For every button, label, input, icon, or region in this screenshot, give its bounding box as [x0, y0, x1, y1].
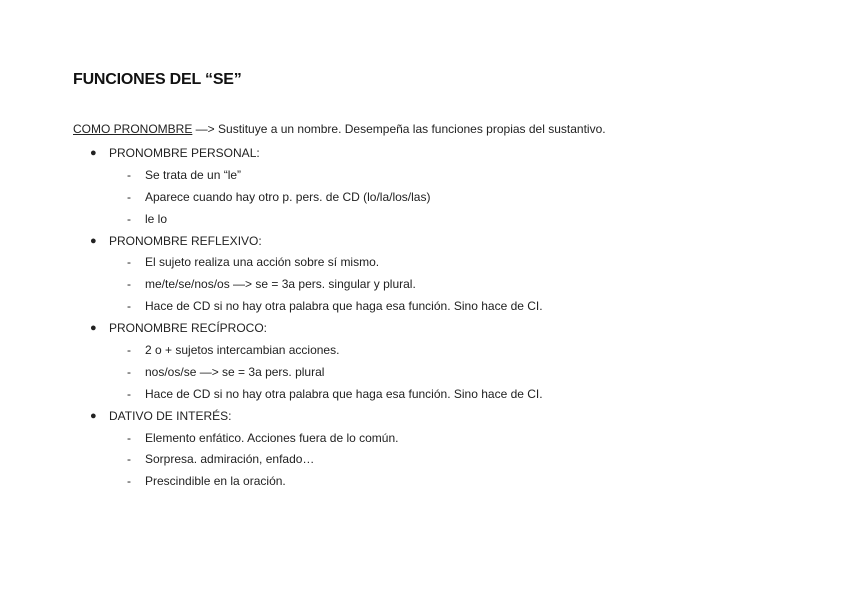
list-item	[0, 252, 848, 274]
intro-text: —> Sustituye a un nombre. Desempeña las funciones propias del sustantivo.	[192, 122, 606, 136]
section-heading	[0, 143, 848, 165]
list-item-text: El sujeto realiza una acción sobre sí mismo.	[145, 255, 380, 270]
bullet-marker: ●	[90, 234, 97, 247]
list-item	[0, 384, 848, 406]
list-item-text: me/te/se/nos/os —> se = 3a pers. singular y plural.	[145, 277, 416, 292]
list-item-text: Aparece cuando hay otro p. pers. de CD (lo/la/los/las)	[145, 189, 431, 204]
section-heading	[0, 406, 848, 428]
list-item	[0, 209, 848, 231]
list-item	[0, 362, 848, 384]
list-item-text: Elemento enfático. Acciones fuera de lo común.	[145, 430, 399, 445]
dash-marker: -	[127, 343, 131, 358]
intro-line	[73, 122, 606, 136]
dash-marker: -	[127, 474, 131, 489]
dash-marker: -	[127, 167, 131, 182]
list-item	[0, 471, 848, 493]
list-item-text: le lo	[145, 211, 168, 226]
section-heading-text: PRONOMBRE RECÍPROCO:	[109, 321, 268, 336]
section-heading-text: PRONOMBRE REFLEXIVO:	[109, 233, 262, 248]
bullet-marker: ●	[90, 322, 97, 335]
list-item	[0, 296, 848, 318]
list-item-text: 2 o + sujetos intercambian acciones.	[145, 343, 340, 358]
dash-marker: -	[127, 430, 131, 445]
list-item	[0, 165, 848, 187]
list-item-text: nos/os/se —> se = 3a pers. plural	[145, 364, 325, 379]
section-heading-text: PRONOMBRE PERSONAL:	[109, 146, 260, 160]
list-item-text: Sorpresa. admiración, enfado…	[145, 452, 315, 467]
bullet-marker: ●	[90, 409, 97, 422]
bullet-marker: ●	[90, 147, 97, 159]
section-heading	[0, 231, 848, 253]
list-item-text: Se trata de un “le”	[145, 167, 242, 182]
dash-marker: -	[127, 255, 131, 270]
dash-marker: -	[127, 364, 131, 379]
section-heading	[0, 318, 848, 340]
intro-term: COMO PRONOMBRE	[73, 122, 193, 136]
list-item-text: Hace de CD si no hay otra palabra que haga esa función. Sino hace de CI.	[145, 299, 543, 314]
list-item	[0, 274, 848, 296]
dash-marker: -	[127, 211, 131, 226]
section-heading-text: DATIVO DE INTERÉS:	[109, 408, 232, 423]
list-item-text: Hace de CD si no hay otra palabra que haga esa función. Sino hace de CI.	[145, 386, 543, 401]
dash-marker: -	[127, 299, 131, 314]
document-title: FUNCIONES DEL “SE”	[73, 71, 242, 88]
list-item	[0, 340, 848, 362]
list-item	[0, 449, 848, 471]
list-item-text: Prescindible en la oración.	[145, 474, 286, 489]
list-item	[0, 187, 848, 209]
dash-marker: -	[127, 452, 131, 467]
sections-list	[0, 143, 848, 493]
list-item	[0, 428, 848, 450]
dash-marker: -	[127, 386, 131, 401]
dash-marker: -	[127, 277, 131, 292]
dash-marker: -	[127, 189, 131, 204]
